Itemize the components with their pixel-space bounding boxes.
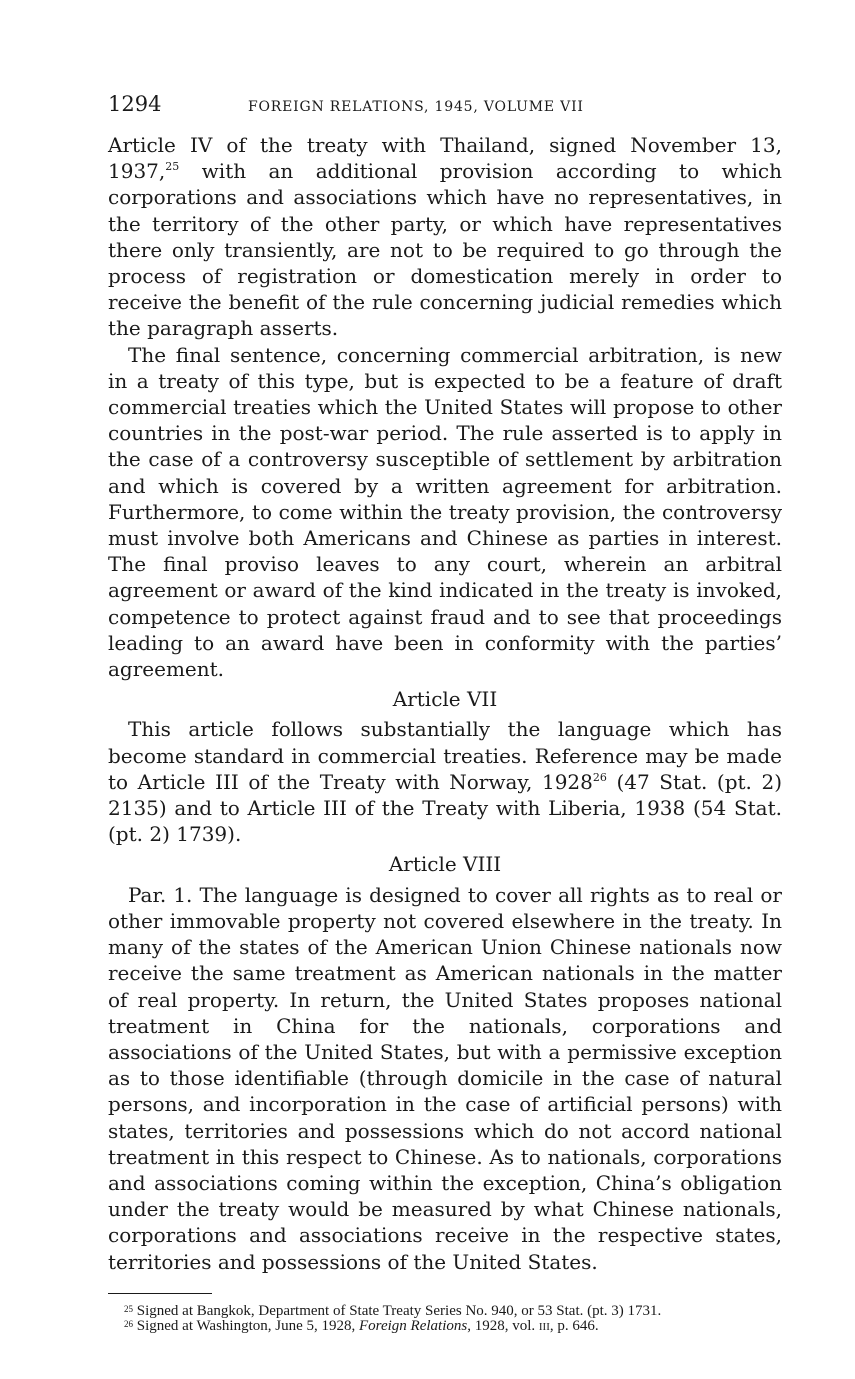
page-number: 1294 [108, 92, 162, 116]
footnote-divider [108, 1293, 212, 1294]
footnote-26 [108, 1319, 782, 1334]
footnote-mark: 25 [124, 1303, 133, 1314]
footnote-italic-title: Foreign Relations [359, 1317, 468, 1334]
footnote-25 [108, 1304, 782, 1319]
footnote-text: , 1928, vol. [467, 1317, 539, 1334]
paragraph-text: Article IV of the treaty with Thailand, signed November 13, 1937, [108, 133, 782, 184]
footnote-ref-26[interactable]: 26 [592, 770, 607, 784]
footnote-volume: iii [538, 1317, 550, 1334]
footnote-text: , p. 646. [549, 1317, 599, 1334]
heading-article-vii: Article VII [392, 687, 498, 712]
body-text [108, 132, 782, 1275]
paragraph-text: with an additional provision according to which corporations and associations which have no representatives, in the territory of the other party, or which have representatives there only transiently, are not to be required to go through the process of registration or domestication merely in order to receive the benefit of the rule concerning judicial remedies which the paragraph asserts. [108, 159, 782, 341]
heading-article-viii: Article VIII [388, 852, 502, 877]
footnotes [108, 1304, 782, 1334]
paragraph-article-viii-par-1: Par. 1. The language is designed to cover all rights as to real or other immovable property not covered elsewhere in the treaty. In many of the states of the American Union Chinese nationals now receive the same treatment as American nationals in the matter of real property. In return, the United States proposes national treatment in China for the nationals, corporations and associations of the United States, but with a permissive exception as to those identifiable (through domicile in the case of natural persons, and incorporation in the case of artificial persons) with states, territories and possessions which do not accord national treatment in this respect to Chinese. As to nationals, corporations and associations coming within the exception, China’s obligation under the treaty would be measured by what Chinese nationals, corporations and associations receive in the respective states, territories and possessions of the United States. [108, 882, 782, 1274]
paragraph-arbitration: The final sentence, concerning commercial arbitration, is new in a treaty of this type, but is expected to be a feature of draft commercial treaties which the United States will propose to other countries in the post-war period. The rule asserted is to apply in the case of a controversy susceptible of settlement by arbitration and which is covered by a written agreement for arbitration. Furthermore, to come within the treaty provision, the controversy must involve both Americans and Chinese as parties in interest. The final proviso leaves to any court, wherein an arbitral agreement or award of the kind indicated in the treaty is invoked, competence to protect against fraud and to see that proceedings leading to an award have been in conformity with the parties’ agreement. [108, 342, 782, 682]
paragraph-text: This article follows substantially the language which has become standard in commercial treaties. Reference may be made to Article III of the Treaty with Norway, 1928 [108, 717, 782, 794]
document-page [108, 92, 782, 1334]
running-head: FOREIGN RELATIONS, 1945, VOLUME VII [248, 99, 584, 115]
footnote-text: Signed at Bangkok, Department of State Treaty Series No. 940, or 53 Stat. (pt. 3) 1731. [133, 1302, 662, 1319]
paragraph-text: (47 Stat. (pt. 2) 2135) and to Article III of the Treaty with Liberia, 1938 (54 Stat. (pt. 2) 1739). [108, 769, 783, 847]
footnote-mark: 26 [124, 1318, 133, 1329]
paragraph-article-vii [108, 716, 782, 847]
footnote-text: Signed at Washington, June 5, 1928, [133, 1317, 360, 1334]
page-header [108, 92, 782, 126]
footnote-ref-25[interactable]: 25 [165, 160, 180, 174]
paragraph-article-iv-continuation [108, 132, 782, 342]
